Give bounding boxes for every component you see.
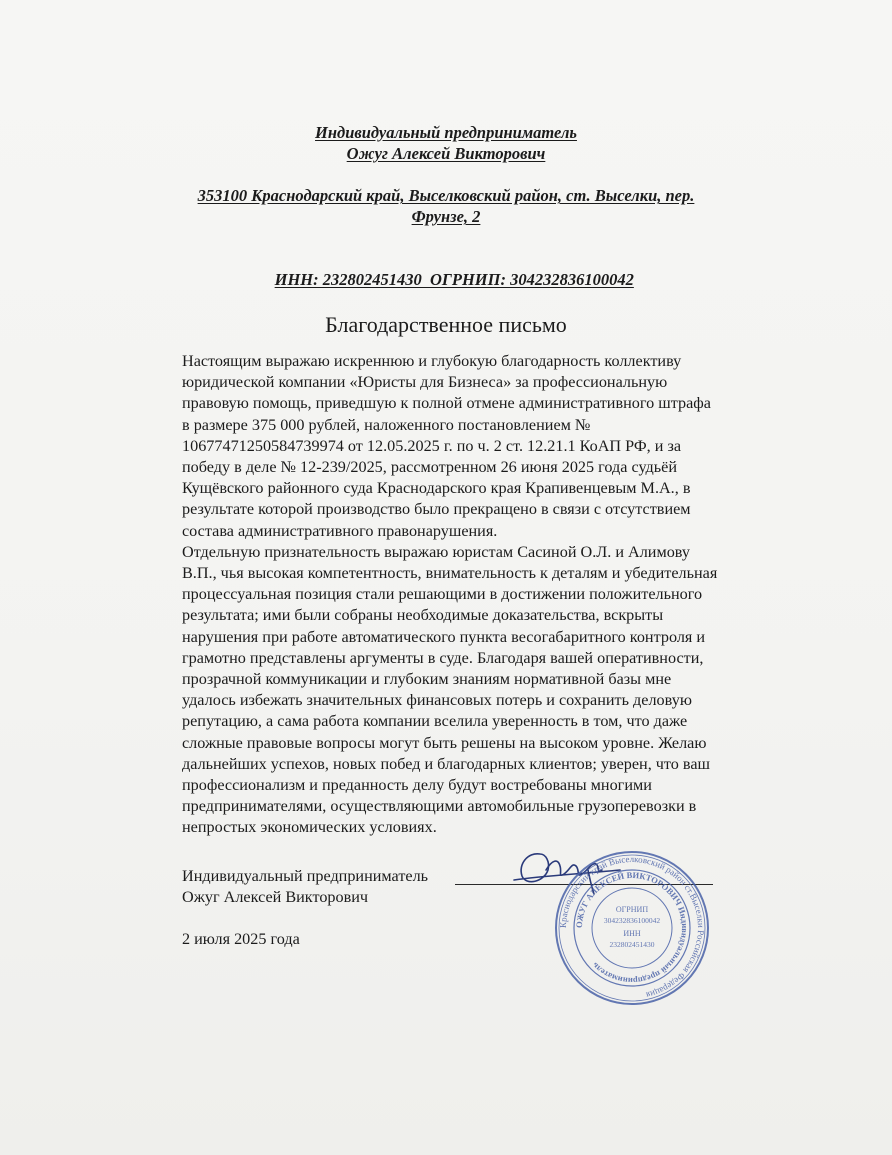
seal-inner-text: ОЖУГ АЛЕКСЕЙ ВИКТОРОВИЧ Индивидуальный предприниматель [573,869,691,987]
body-line: предпринимателями, осуществляющими автомобильные грузоперевозки в [182,797,697,816]
body-line: результата; ими были собраны необходимые доказательства, вскрыты [182,606,664,625]
seal-inn-label: ИНН [623,929,641,938]
body-line: победу в деле № 12-239/2025, рассмотренном 26 июня 2025 года судьёй [182,458,677,477]
body-line: профессионализм и преданность делу будут востребованы многими [182,776,652,795]
body-line: нарушения при работе автоматического пункта весогабаритного контроля и [182,627,706,646]
header-name [0,143,892,164]
body-line: непростых экономических условиях. [182,818,437,837]
body-line: грамотно представлены аргументы в суде. Благодаря вашей оперативности, [182,648,704,667]
body-line: Настоящим выражаю искреннюю и глубокую благодарность коллективу [182,352,682,370]
body-line: Кущёвского районного суда Краснодарского края Крапивенцевым М.А., в [182,479,691,498]
body-line: Отдельную признательность выражаю юристам Сасиной О.Л. и Алимову [182,542,690,561]
body-line: прозрачной коммуникации и глубоким знаниям нормативной базы мне [182,670,672,689]
body-line: процессуальная позиция стали решающими в достижении положительного [182,585,703,604]
address-line1: 353100 Краснодарский край, Выселковский район, ст. Выселки, пер. [197,186,695,205]
body-line: В.П., чья высокая компетентность, внимательность к деталям и убедительная [182,564,718,583]
body-line: сложные правовые вопросы могут быть решены на высоком уровне. Желаю [182,733,707,752]
svg-text:ОЖУГ АЛЕКСЕЙ ВИКТОРОВИЧ Индиви [574,870,690,986]
body-line: репутацию, а сама работа компании вселила уверенность в том, что даже [182,712,688,731]
address-line2: Фрунзе, 2 [411,207,481,226]
seal-ogrnip-label: ОГРНИП [615,905,649,914]
signature-role: Индивидуальный предприниматель [182,867,429,885]
body-line: состава административного правонарушения. [182,521,498,540]
body-line: удалось избежать значительных финансовых потерь и сохранить деловую [182,691,692,710]
header-line1: Индивидуальный предприниматель [315,123,577,142]
header-line2: Ожуг Алексей Викторович [346,144,546,163]
body-line: 10677471250584739974 от 12.05.2025 г. по ч. 2 ст. 12.21.1 КоАП РФ, и за [182,436,682,455]
inn-ogrnip: ИНН: 232802451430 ОГРНИП: 304232836100042 [274,270,634,289]
body-line: дальнейших успехов, новых побед и благодарных клиентов; уверен, что ваш [182,754,711,773]
header-address-2 [0,206,892,227]
seal-outer-text: Краснодарский край Выселковский район ст.Выселки Российская Федерация [557,853,707,1001]
header-address-1 [0,185,892,206]
header-entrepreneur-title [0,122,892,143]
letter-body [182,351,782,839]
signature-name: Ожуг Алексей Викторович [182,888,369,906]
body-line: результате которой производство было прекращено в связи с отсутствием [182,500,691,519]
seal-inn: 232802451430 [609,940,655,949]
body-line: юридической компании «Юристы для Бизнеса» за профессиональную [182,373,668,392]
body-line: правовую помощь, приведшую к полной отмене административного штрафа [182,394,711,413]
letter-date: 2 июля 2025 года [182,930,300,948]
round-seal [552,848,712,1008]
letter-title: Благодарственное письмо [325,312,567,337]
body-line: в размере 375 000 рублей, наложенного постановлением № [182,415,591,434]
seal-ogrnip: 304232836100042 [603,916,661,925]
header-registration [0,248,892,311]
